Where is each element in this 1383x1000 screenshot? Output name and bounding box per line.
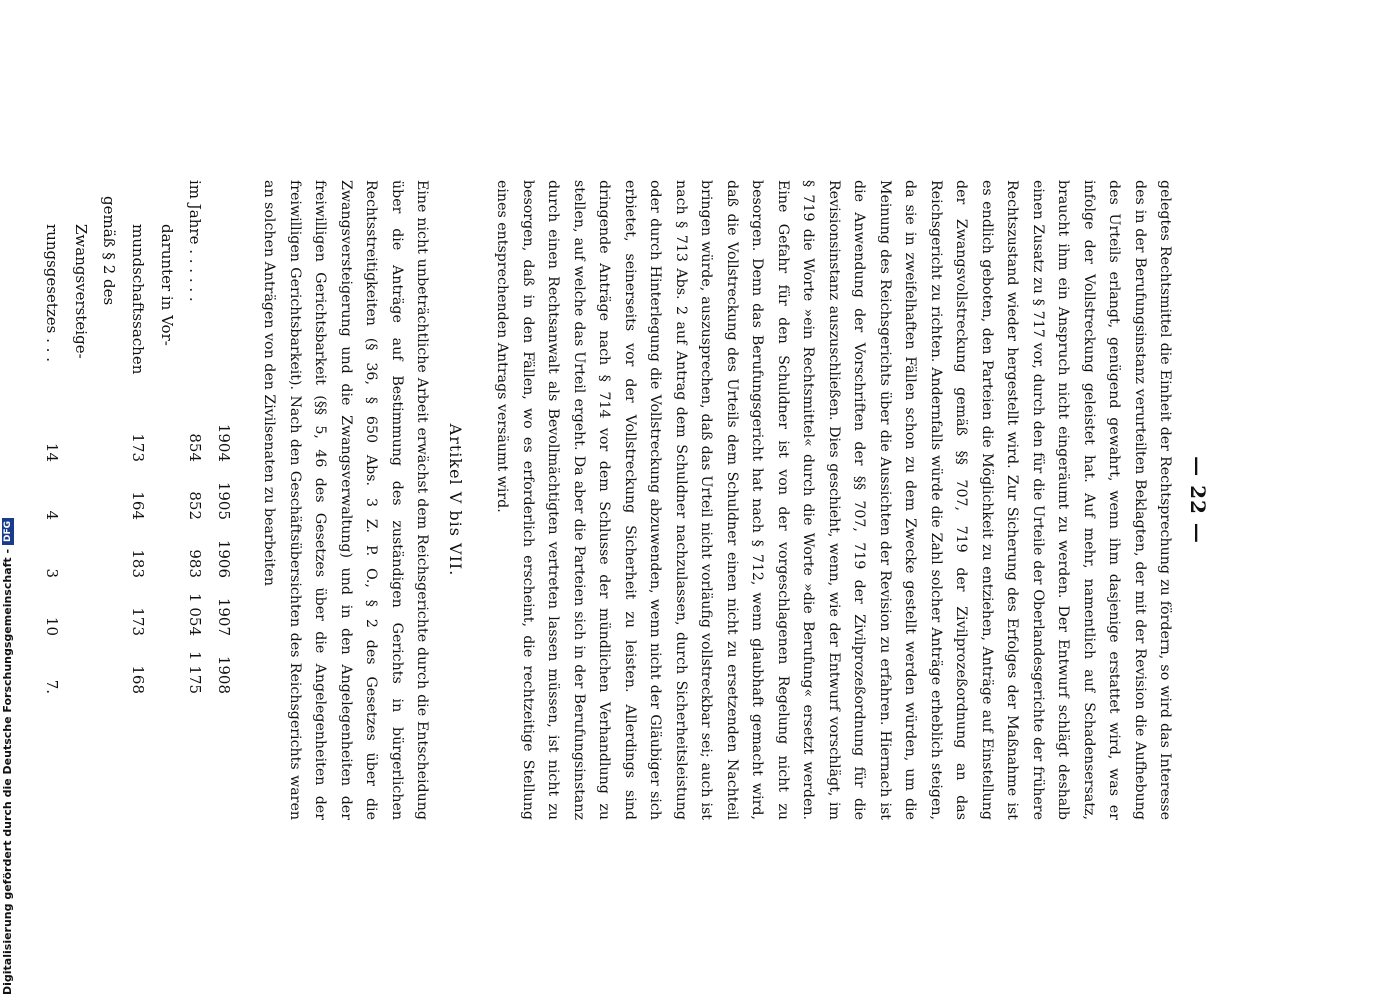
value-cell: 173 xyxy=(129,607,148,636)
table-row-guardianship-a xyxy=(152,180,181,694)
table-row-guardianship xyxy=(123,180,152,694)
rotated-page xyxy=(43,180,1210,820)
value-cell: 4 xyxy=(43,510,62,520)
table-row-years xyxy=(209,180,238,694)
value-cell: 1 054 xyxy=(186,593,205,636)
value-cell: 168 xyxy=(129,665,148,694)
row-label: rungsgesetzes . . . xyxy=(43,224,62,362)
value-cell: 173 xyxy=(129,433,148,462)
row-label: Zwangsversteige- xyxy=(71,224,90,359)
value-cell: 854 xyxy=(186,433,205,462)
table-row-auction-b xyxy=(66,180,95,694)
value-cell: 983 xyxy=(186,549,205,578)
table-cell-empty xyxy=(209,180,238,404)
year-cell: 1905 xyxy=(214,481,233,520)
paragraph-1: gelegtes Rechtsmittel die Einheit der Rechtsprechung zu fördern, so wird das Interesse des in der Berufungsinstanz verurteilten Beklagten, der mit der Revision die Aufhebung des Urteils erlangt, genügend gewahrt, wenn ihm dasjenige erstattet wird, was er infolge der Vollstreckung geleistet hat. Auf mehr, namentlich auf Schadensersatz, braucht ihm ein Anspruch nicht eingeräumt zu werden. Der Entwurf schlägt deshalb einen Zusatz zu § 717 vor, durch den für die Urteile der Oberlandesgerichte der frühere Rechtszustand wieder hergestellt wird. Zur Sicherung des Erfolges der Maßnahme ist es endlich geboten, den Parteien die Möglichkeit zu entziehen, Anträge auf Einstellung der Zwangsvollstreckung gemäß §§ 707, 719 der Zivilprozeßordnung an das Reichsgericht zu richten. Andernfalls würde die Zahl solcher Anträge erheblich steigen, da sie in zweifelhaften Fällen schon zu dem Zwecke gestellt werden würden, um die Meinung des Reichsgerichts über die Aussichten der Revision zu erfahren. Hiernach ist die Anwendung der Vorschriften der §§ 707, 719 der Zivilprozeßordnung für die Revisionsinstanz auszuschließen. Dies geschieht, wenn, wie der Entwurf vorschlägt, im § 719 die Worte »ein Rechtsmittel« durch die Worte »die Berufung« ersetzt werden. Eine Gefahr für den Schuldner ist von der vorgeschlagenen Regelung nicht zu besorgen. Denn das Berufungsgericht hat nach § 712, wenn glaubhaft gemacht wird, daß die Vollstreckung des Urteils dem Schuldner einen nicht zu ersetzenden Nachteil bringen würde, auszusprechen, daß das Urteil nicht vorläufig vollstreckbar sei; auch ist nach § 713 Abs. 2 auf Antrag dem Schuldner nachzulassen, durch Sicherheitsleistung oder durch Hinterlegung die Vollstreckung abzuwenden, wenn nicht der Gläubiger sich erbietet, seinerseits vor der Vollstreckung Sicherheit zu leisten. Allerdings sind dringende Anträge nach § 714 vor dem Schlusse der mündlichen Verhandlung zu stellen, auf welche das Urteil ergeht. Da aber die Parteien sich in der Berufungsinstanz durch einen Rechtsanwalt als Bevollmächtigten vertreten lassen müssen, ist nicht zu besorgen, daß in den Fällen, wo es erforderlich erscheint, die rechtzeitige Stellung eines entsprechenden Antrags versäumt wird. xyxy=(494,180,1174,820)
value-cell: 852 xyxy=(186,491,205,520)
statistics-table xyxy=(38,180,238,694)
table-row-auction-a xyxy=(95,180,124,694)
row-label: mundschaftssachen xyxy=(129,224,148,375)
credit-text: Digitalisierung gefördert durch die Deutsche Forschungsgemeinschaft - xyxy=(1,548,14,995)
year-cell: 1904 xyxy=(214,423,233,462)
year-cell: 1907 xyxy=(214,597,233,636)
table-row-total xyxy=(181,180,210,694)
value-cell: 164 xyxy=(129,491,148,520)
row-label: gemäß § 2 des xyxy=(100,196,119,306)
value-cell: 7. xyxy=(43,679,62,694)
table-row-auction xyxy=(38,180,67,694)
article-heading: Artikel V bis VII. xyxy=(445,423,465,577)
year-cell: 1908 xyxy=(214,655,233,694)
digitization-credit xyxy=(1,518,14,995)
row-label: im Jahre . . . . . . xyxy=(186,180,205,302)
paragraph-2: Eine nicht unbeträchtliche Arbeit erwächst dem Reichsgerichte durch die Entscheidung über die Anträge auf Bestimmung des zuständigen Gerichts in bürgerlichen Rechtsstreitigkeiten (§ 36, § 650 Abs. 3 Z. P. O., § 2 des Gesetzes über die Zwangsversteigerung und die Zwangsverwaltung) und in den Angelegenheiten der freiwilligen Gerichtsbarkeit (§§ 5, 46 des Gesetzes über die Angelegenheiten der freiwilligen Gerichtsbarkeit). Nach den Geschäftsübersichten des Reichsgerichts waren an solchen Anträgen von den Zivilsenaten zu bearbeiten xyxy=(261,180,431,820)
dfg-logo: DFG xyxy=(2,518,14,545)
value-cell: 3 xyxy=(43,568,62,578)
value-cell: 183 xyxy=(129,549,148,578)
value-cell: 1 175 xyxy=(186,651,205,694)
year-cell: 1906 xyxy=(214,539,233,578)
value-cell: 10 xyxy=(43,616,62,636)
value-cell: 14 xyxy=(43,442,62,462)
row-label: darunter in Vor- xyxy=(157,224,176,346)
page-number: — 22 — xyxy=(1186,456,1210,544)
